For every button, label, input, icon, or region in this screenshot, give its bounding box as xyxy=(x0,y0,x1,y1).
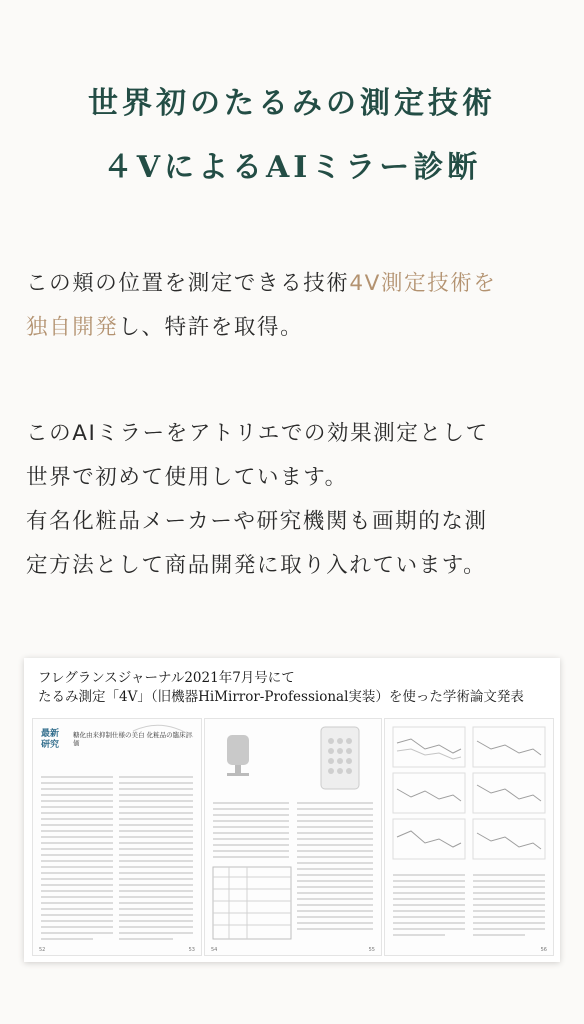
page-number: 54 xyxy=(211,947,218,953)
intro-highlight-a: 4V測定技術を xyxy=(349,271,497,296)
heading-line-2: ４VによるAIミラー診断 xyxy=(102,150,482,185)
page-number: 55 xyxy=(368,947,375,953)
heading-line-1: 世界初のたるみの測定技術 xyxy=(88,86,496,121)
intro-lead-text: この頬の位置を測定できる技術 xyxy=(26,271,350,296)
article-title: 糖化由来抑制仕様の美白 化粧品の臨床評価 xyxy=(73,731,193,747)
journal-page-3 xyxy=(384,718,554,956)
journal-page-1 xyxy=(32,718,202,956)
description-line-2: 世界で初めて使用しています。 xyxy=(26,465,348,490)
page-number: 52 xyxy=(39,947,46,953)
page-2-content xyxy=(205,719,381,955)
journal-article-image xyxy=(24,658,560,962)
page-number: 53 xyxy=(188,947,195,953)
description-line-4: 定方法として商品開発に取り入れています。 xyxy=(26,553,487,578)
intro-paragraph xyxy=(26,262,566,350)
journal-pages xyxy=(32,718,552,954)
description-paragraph xyxy=(26,412,566,588)
page-number: 56 xyxy=(540,947,547,953)
description-line-3: 有名化粧品メーカーや研究機関も画期的な測 xyxy=(26,509,488,534)
journal-page-2 xyxy=(204,718,382,956)
mirror-device-figure xyxy=(227,735,249,765)
intro-tail-text: し、特許を取得。 xyxy=(118,315,304,340)
data-table-figure xyxy=(213,867,291,939)
journal-headline-2: たるみ測定「4V」（旧機器HiMirror-Professional実装）を使った学術論文発表 xyxy=(38,689,524,705)
page-1-text-lines xyxy=(33,719,201,955)
page-3-charts xyxy=(385,719,553,955)
latest-research-badge: 最新研究 xyxy=(41,729,60,750)
description-line-1: このAIミラーをアトリエでの効果測定として xyxy=(26,421,489,446)
journal-headline-1: フレグランスジャーナル2021年7月号にて xyxy=(38,670,295,686)
intro-highlight-b: 独自開発 xyxy=(26,315,119,340)
